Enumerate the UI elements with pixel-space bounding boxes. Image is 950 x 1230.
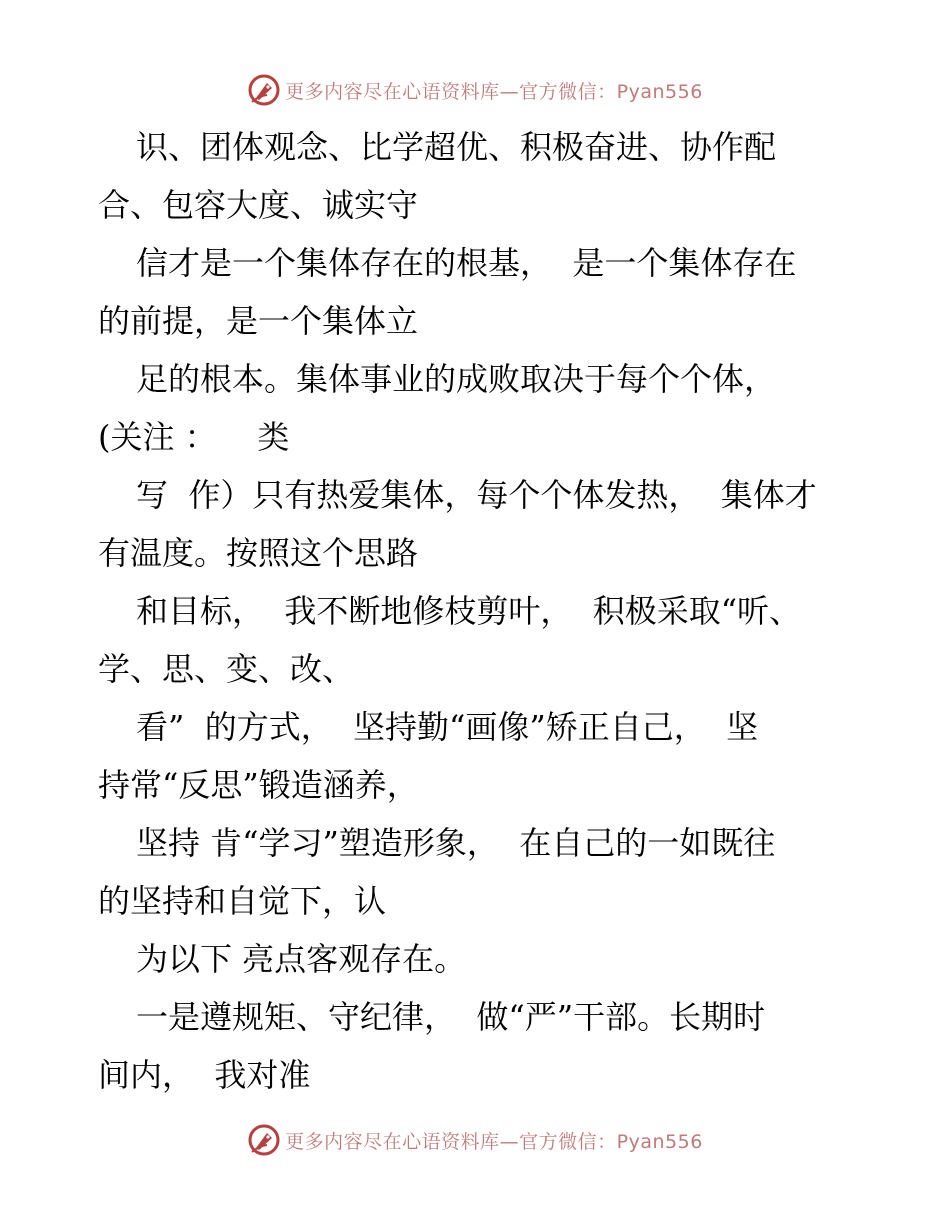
footer-banner-text: 更多内容尽在心语资料库—官方微信：Pyan556 <box>285 1130 703 1153</box>
text-line: 有温度。按照这个思路 <box>98 534 419 572</box>
document-body <box>98 118 858 1104</box>
text-line: 看” 的方式， 坚持勤“画像”矫正自己， 坚 <box>136 708 759 746</box>
text-line: 信才是一个集体存在的根基， 是一个集体存在 <box>136 244 797 282</box>
text-line: (关注 ： 类 <box>98 418 290 456</box>
text-line: 的坚持和自觉下，认 <box>98 882 387 920</box>
text-line: 的前提，是一个集体立 <box>98 302 419 340</box>
text-line: 间内， 我对准 <box>98 1056 311 1094</box>
text-line: 和目标， 我不断地修枝剪叶， 积极采取“听、 <box>136 592 802 630</box>
header-banner-text: 更多内容尽在心语资料库—官方微信：Pyan556 <box>285 80 703 103</box>
header-banner <box>0 68 950 112</box>
text-line: 一是遵规矩、守纪律， 做“严”干部。长期时 <box>136 998 766 1036</box>
pen-nib-circle-icon <box>247 73 281 107</box>
text-line: 识、团体观念、比学超优、积极奋进、协作配 <box>136 128 777 166</box>
text-line: 合、包容大度、诚实守 <box>98 186 419 224</box>
text-line: 学、思、变、改、 <box>98 650 355 688</box>
text-line: 坚持 肯“学习”塑造形象， 在自己的一如既往 <box>136 824 776 862</box>
text-line: 足的根本。集体事业的成败取决于每个个体， <box>136 360 777 398</box>
text-line: 为以下 亮点客观存在。 <box>136 940 467 978</box>
text-line: 持常“反思”锻造涵养， <box>98 766 419 804</box>
pen-nib-circle-icon <box>247 1123 281 1157</box>
footer-banner <box>0 1118 950 1162</box>
text-line: 写 作）只有热爱集体，每个个体发热， 集体才 <box>136 476 817 514</box>
